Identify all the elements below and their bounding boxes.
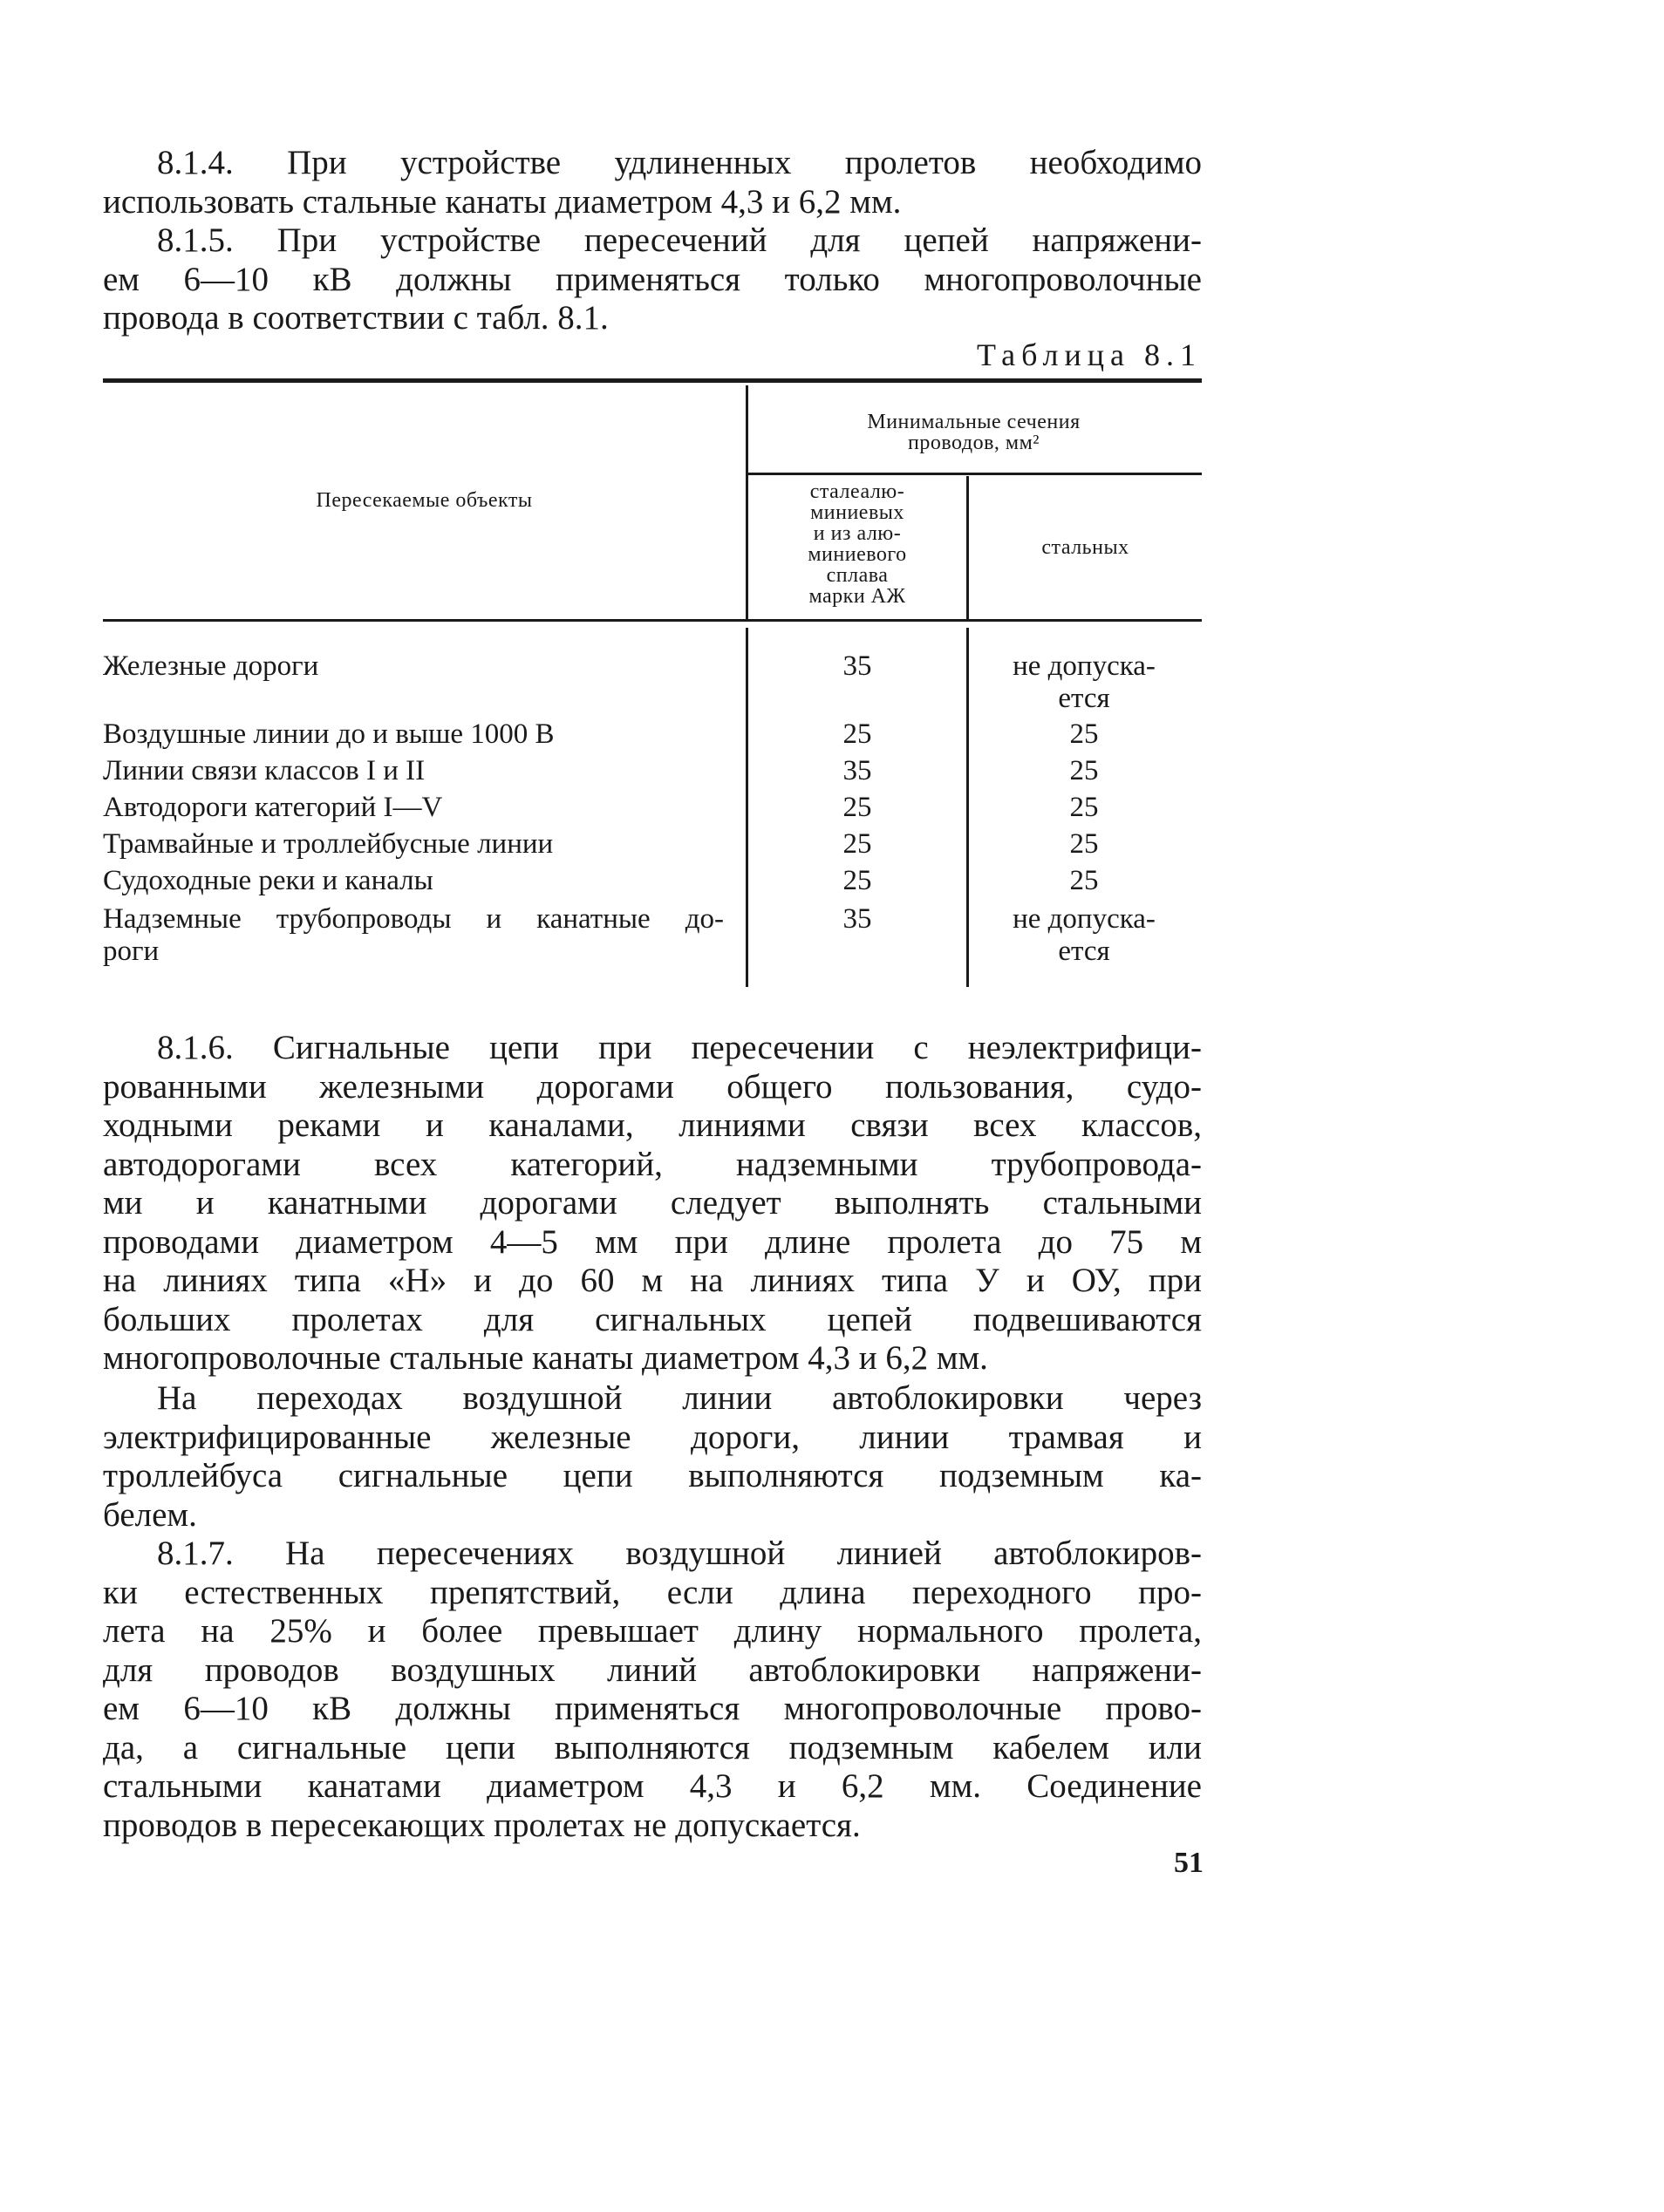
table-cell-object: Воздушные линии до и выше 1000 В (103, 718, 555, 750)
table-col-divider (746, 628, 748, 987)
text-line: электрифицированные железные дороги, линии трамвая и (103, 1418, 1202, 1456)
table-header-al (748, 481, 966, 607)
paragraph-8-1-4 (103, 144, 1202, 221)
table-cell-al: 35 (842, 755, 872, 786)
table-caption: Таблица 8.1 (977, 337, 1202, 372)
text-line: провода в соответствии с табл. 8.1. (103, 299, 609, 337)
table-cell-al: 25 (842, 828, 872, 860)
header-line: миниевого (808, 543, 907, 566)
text-line: рованными железными дорогами общего пользования, судо- (103, 1067, 1202, 1106)
table-cell-object: Судоходные реки и каналы (103, 865, 433, 896)
table-cell-object: Трамвайные и троллейбусные линии (103, 828, 554, 860)
cell-line: не допуска- (1013, 650, 1156, 682)
text-line: многопроволочные стальные канаты диаметром 4,3 и 6,2 мм. (103, 1339, 988, 1377)
cell-line: роги (103, 936, 160, 967)
text-line: 8.1.7. На пересечениях воздушной линией автоблокиров- (157, 1535, 1202, 1572)
text-line: использовать стальные канаты диаметром 4,3 и 6,2 мм. (103, 182, 902, 221)
table-cell-steel: 25 (1069, 828, 1099, 860)
text-line: 8.1.6. Сигнальные цепи при пересечении с неэлектрифици- (157, 1029, 1202, 1066)
text-line: троллейбуса сигнальные цепи выполняются подземным ка- (103, 1457, 1202, 1494)
text-line: на линиях типа «Н» и до 60 м на линиях типа У и ОУ, при (103, 1262, 1202, 1299)
paragraph-8-1-7 (103, 1535, 1202, 1845)
text-line: для проводов воздушных линий автоблокировки напряжени- (103, 1650, 1202, 1689)
header-line: сплава (826, 564, 889, 587)
table-cell-al: 25 (842, 718, 872, 750)
table-cell-object: Линии связи классов I и II (103, 755, 426, 786)
text-line: стальными канатами диаметром 4,3 и 6,2 мм. Соединение (103, 1767, 1202, 1805)
page-number: 51 (1174, 1847, 1204, 1879)
text-line: На переходах воздушной линии автоблокировки через (157, 1379, 1202, 1417)
cell-line: ется (1058, 936, 1110, 967)
paragraph-8-1-6-continued (103, 1379, 1202, 1535)
table-cell-steel: 25 (1069, 718, 1099, 750)
table-cell-al: 25 (842, 792, 872, 823)
text-line: белем. (103, 1495, 197, 1534)
text-line: проводов в пересекающих пролетах не допускается. (103, 1806, 861, 1844)
table-header-rule (103, 619, 1202, 622)
header-line: миниевых (810, 501, 904, 524)
table-header-steel: стальных (1041, 536, 1129, 559)
text-line: проводами диаметром 4—5 мм при длине пролета до 75 м (103, 1222, 1202, 1261)
paragraph-8-1-5 (103, 221, 1202, 338)
table-header-min-sections (746, 412, 1202, 453)
cell-line: Надземные трубопроводы и канатные до- (103, 903, 724, 935)
table-cell-steel (988, 903, 1180, 968)
table-top-rule (103, 378, 1202, 383)
table-cell-object: Автодороги категорий I—V (103, 792, 443, 823)
text-line: ем 6—10 кВ должны применяться только многопроволочные (103, 260, 1202, 298)
text-line: ки естественных препятствий, если длина переходного про- (103, 1573, 1202, 1611)
cell-line: ется (1058, 683, 1110, 714)
table-cell-steel: 25 (1069, 755, 1099, 786)
header-line: проводов, мм² (908, 432, 1040, 454)
table-8-1 (103, 378, 1202, 989)
table-subheader-rule (746, 473, 1202, 475)
table-cell-al: 25 (842, 865, 872, 896)
table-col-divider (966, 628, 969, 987)
text-line: 8.1.4. При устройстве удлиненных пролетов необходимо (157, 144, 1202, 181)
table-header-objects: Пересекаемые объекты (316, 489, 533, 512)
table-cell-object (103, 903, 724, 968)
table-cell-al: 35 (842, 903, 872, 935)
paragraph-8-1-6 (103, 1029, 1202, 1378)
text-line: лета на 25% и более превышает длину нормального пролета, (103, 1612, 1202, 1650)
text-line: ми и канатными дорогами следует выполнять стальными (103, 1184, 1202, 1222)
table-cell-al: 35 (842, 650, 872, 682)
text-line: да, а сигнальные цепи выполняются подземным кабелем или (103, 1728, 1202, 1766)
cell-line: не допуска- (1013, 903, 1156, 935)
header-line: сталеалю- (809, 480, 905, 503)
text-line: ем 6—10 кВ должны применяться многопроволочные прово- (103, 1690, 1202, 1727)
text-line: больших пролетах для сигнальных цепей подвешиваются (103, 1300, 1202, 1338)
table-cell-steel (988, 650, 1180, 715)
table-cell-object: Железные дороги (103, 650, 319, 682)
header-line: марки АЖ (808, 585, 906, 608)
table-cell-steel: 25 (1069, 865, 1099, 896)
text-line: ходными реками и каналами, линиями связи всех классов, (103, 1106, 1202, 1144)
table-cell-steel: 25 (1069, 792, 1099, 823)
header-line: и из алю- (813, 522, 902, 545)
header-line: Минимальные сечения (867, 411, 1081, 433)
text-line: автодорогами всех категорий, надземными трубопровода- (103, 1145, 1202, 1183)
text-line: 8.1.5. При устройстве пересечений для цепей напряжени- (157, 221, 1202, 259)
